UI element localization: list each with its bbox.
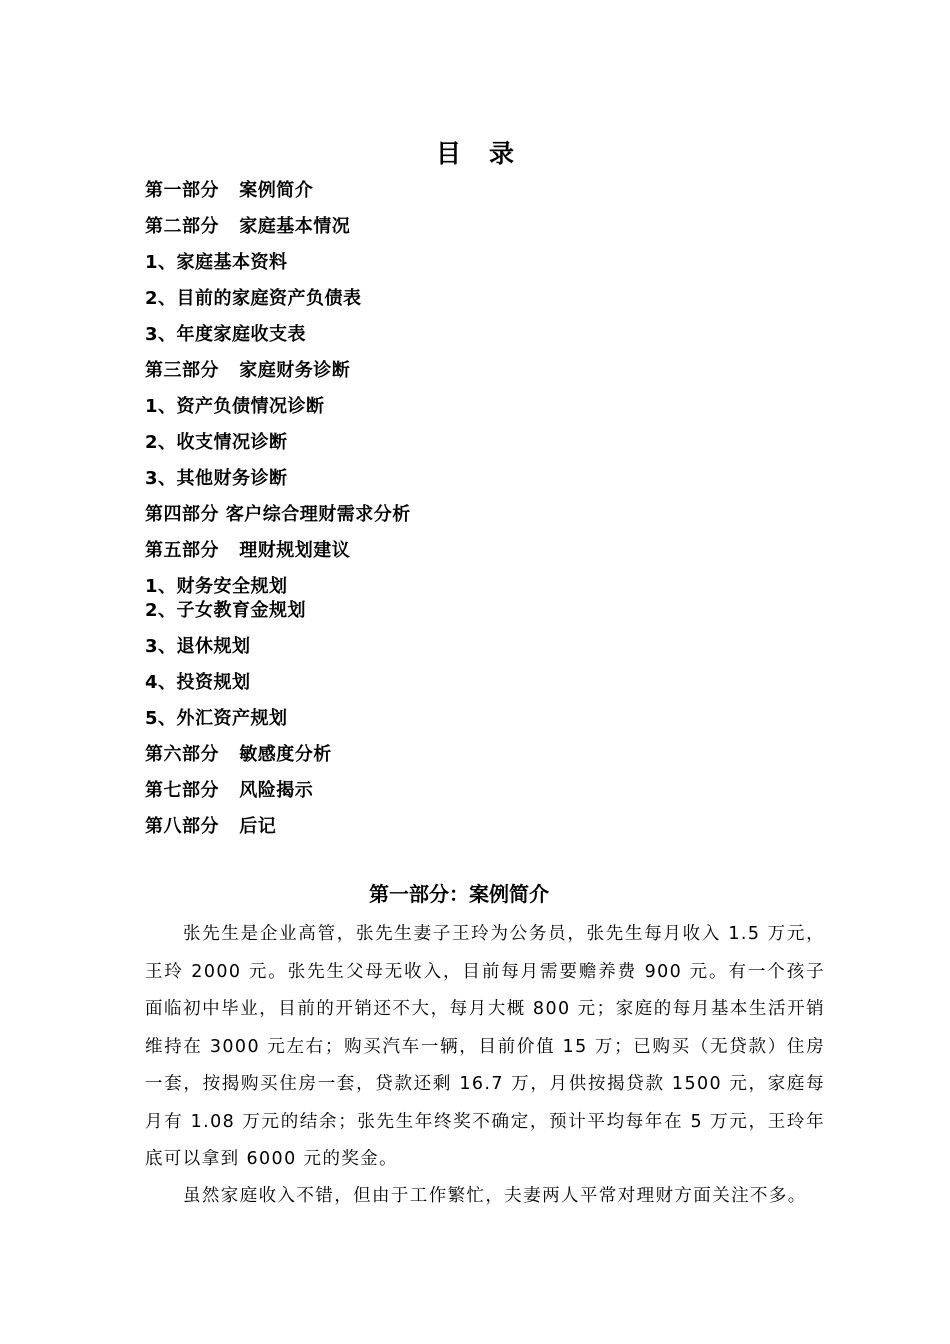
- toc-item[interactable]: 5、外汇资产规划: [145, 708, 288, 729]
- toc-title-char-1: 目: [435, 139, 461, 168]
- toc-item[interactable]: 第四部分 客户综合理财需求分析: [145, 504, 411, 525]
- toc-item[interactable]: 第一部分 案例简介: [145, 180, 314, 201]
- toc-item[interactable]: 2、收支情况诊断: [145, 432, 288, 453]
- toc-item[interactable]: 3、退休规划: [145, 636, 251, 657]
- toc-item[interactable]: 第三部分 家庭财务诊断: [145, 360, 351, 381]
- toc-item[interactable]: 第二部分 家庭基本情况: [145, 216, 351, 237]
- toc-title: [0, 134, 950, 170]
- toc-item[interactable]: 3、其他财务诊断: [145, 468, 288, 489]
- toc-item[interactable]: 第六部分 敏感度分析: [145, 744, 332, 765]
- toc-title-char-2: 录: [489, 139, 515, 168]
- case-intro-paragraph-2: 虽然家庭收入不错，但由于工作繁忙，夫妻两人平常对理财方面关注不多。: [183, 1186, 807, 1206]
- toc-item[interactable]: 第七部分 风险揭示: [145, 780, 314, 801]
- toc-item[interactable]: 第八部分 后记: [145, 816, 277, 837]
- toc-item[interactable]: 第五部分 理财规划建议: [145, 540, 351, 561]
- toc-item[interactable]: 1、财务安全规划: [145, 576, 288, 597]
- case-intro-paragraph: 张先生是企业高管，张先生妻子王玲为公务员，张先生每月收入 1.5 万元，王玲 2000 元。张先生父母无收入，目前每月需要赡养费 900 元。有一个孩子面临初中毕业，目前的开销还不大，每月大概 800 元；家庭的每月基本生活开销维持在 3000 元左右；购买汽车一辆，目前价值 15 万；已购买（无贷款）住房一套，按揭购买住房一套，贷款还剩 16.7 万，月供按揭贷款 1500 元，家庭每月有 1.08 万元的结余；张先生年终奖不确定，预计平均每年在 5 万元，王玲年底可以拿到 6000 元的奖金。: [145, 924, 825, 1169]
- toc-item[interactable]: 1、家庭基本资料: [145, 252, 288, 273]
- toc-item[interactable]: 3、年度家庭收支表: [145, 324, 307, 345]
- section-title: 第一部分：案例简介: [369, 882, 549, 906]
- toc-item[interactable]: 2、目前的家庭资产负债表: [145, 288, 362, 309]
- toc-item[interactable]: 1、资产负债情况诊断: [145, 396, 325, 417]
- toc-item[interactable]: 2、子女教育金规划: [145, 600, 307, 621]
- toc-item[interactable]: 4、投资规划: [145, 672, 251, 693]
